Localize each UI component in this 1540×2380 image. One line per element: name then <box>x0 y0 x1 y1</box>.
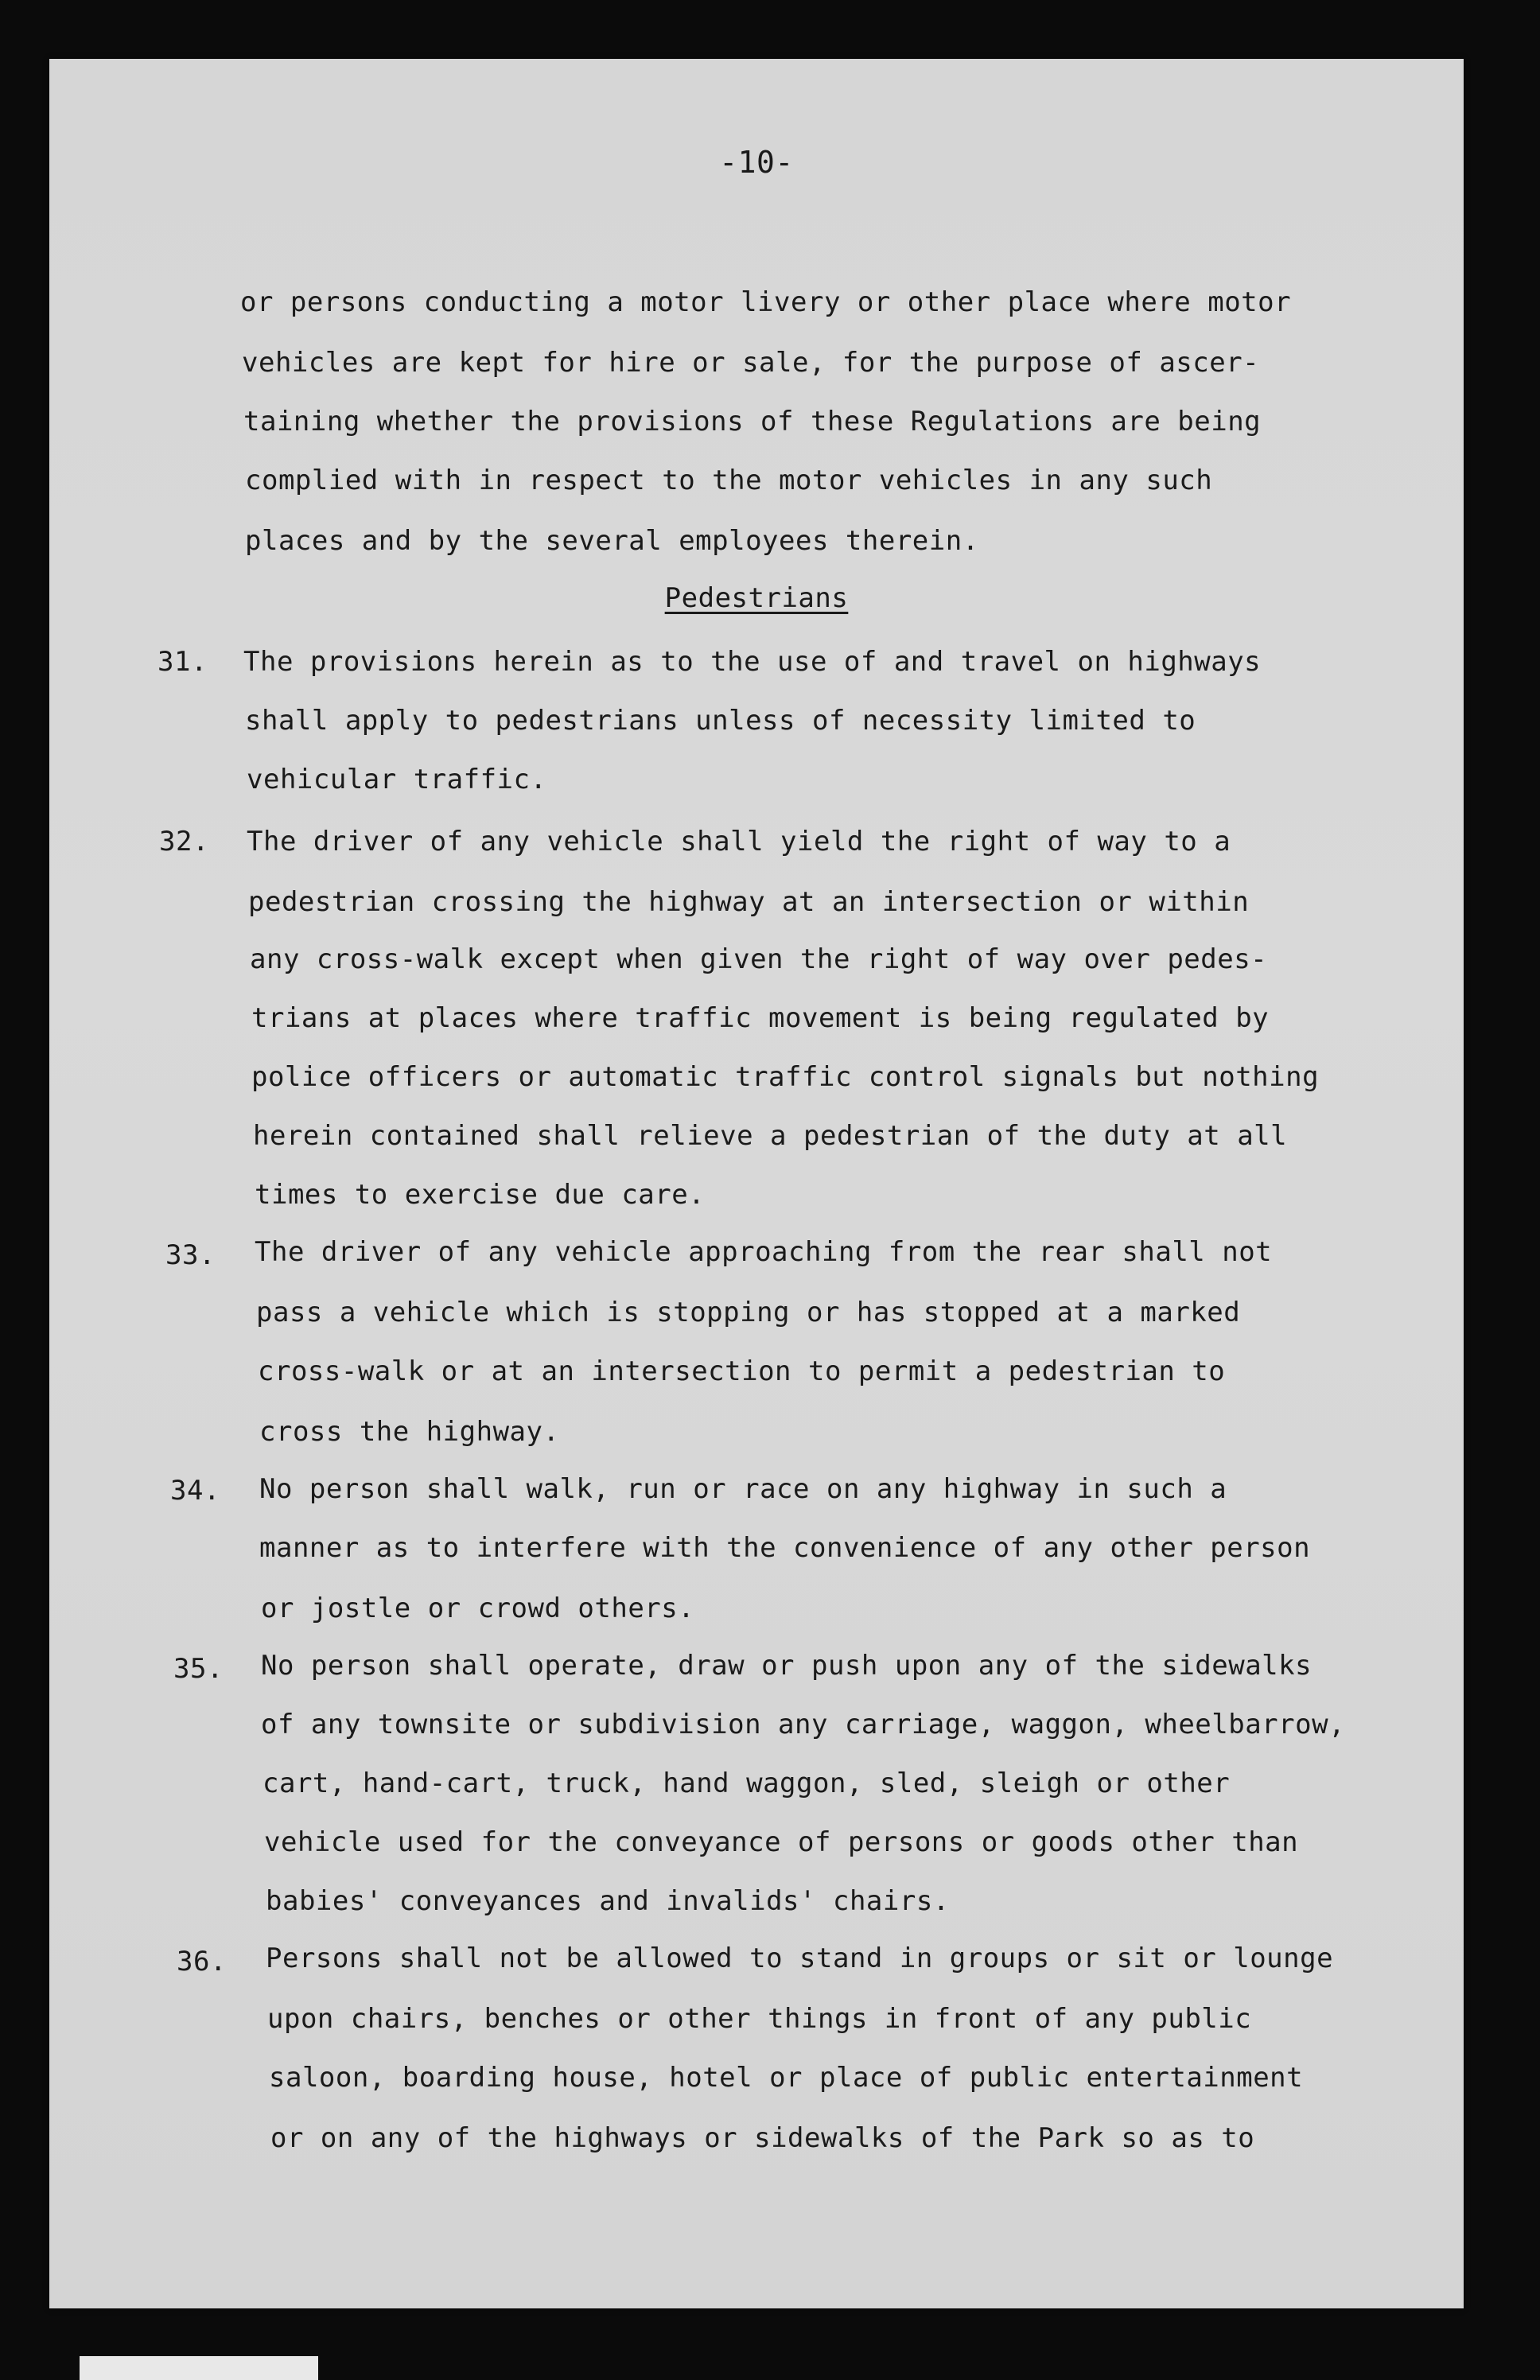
section-number: 35. <box>173 1653 224 1685</box>
text-line: No person shall walk, run or race on any highway in such a <box>259 1473 1227 1505</box>
text-line: vehicle used for the conveyance of persons or goods other than <box>264 1826 1299 1858</box>
text-line: or jostle or crowd others. <box>261 1592 695 1624</box>
text-line: The driver of any vehicle shall yield the right of way to a <box>247 826 1231 858</box>
text-line: pass a vehicle which is stopping or has stopped at a marked <box>256 1297 1241 1328</box>
text-line: The provisions herein as to the use of and travel on highways <box>243 646 1262 678</box>
document-page <box>49 59 1464 2308</box>
text-line: vehicles are kept for hire or sale, for the purpose of ascer- <box>242 347 1260 379</box>
section-heading: Pedestrians <box>664 582 849 614</box>
text-line: places and by the several employees therein. <box>245 525 979 557</box>
page-number: -10- <box>719 145 794 180</box>
text-line: cross the highway. <box>259 1416 560 1448</box>
text-line: No person shall operate, draw or push upon any of the sidewalks <box>261 1650 1312 1682</box>
section-number: 33. <box>165 1239 216 1271</box>
text-line: vehicular traffic. <box>247 764 547 795</box>
text-line: cross-walk or at an intersection to permit a pedestrian to <box>258 1355 1226 1387</box>
film-edge-tab <box>80 2356 318 2380</box>
text-line: saloon, boarding house, hotel or place of public entertainment <box>269 2062 1304 2094</box>
text-line: Persons shall not be allowed to stand in groups or sit or lounge <box>266 1942 1334 1974</box>
text-line: taining whether the provisions of these Regulations are being <box>243 406 1262 438</box>
text-line: upon chairs, benches or other things in front of any public <box>267 2003 1252 2035</box>
text-line: manner as to interfere with the convenience of any other person <box>259 1532 1311 1564</box>
text-line: babies' conveyances and invalids' chairs. <box>266 1885 950 1917</box>
section-number: 31. <box>158 646 208 678</box>
text-line: complied with in respect to the motor vehicles in any such <box>245 465 1213 496</box>
text-line: shall apply to pedestrians unless of necessity limited to <box>245 705 1196 737</box>
text-line: times to exercise due care. <box>255 1179 706 1211</box>
section-number: 36. <box>177 1946 227 1978</box>
text-line: or on any of the highways or sidewalks of the Park so as to <box>270 2122 1255 2154</box>
section-number: 32. <box>159 826 209 858</box>
text-line: or persons conducting a motor livery or other place where motor <box>240 286 1292 318</box>
section-number: 34. <box>170 1475 220 1507</box>
text-line: of any townsite or subdivision any carriage, waggon, wheelbarrow, <box>261 1709 1346 1740</box>
text-line: police officers or automatic traffic control signals but nothing <box>251 1061 1320 1093</box>
text-line: cart, hand-cart, truck, hand waggon, sled, sleigh or other <box>262 1768 1231 1799</box>
text-line: any cross-walk except when given the right of way over pedes- <box>250 943 1268 975</box>
text-line: trians at places where traffic movement is being regulated by <box>251 1002 1270 1034</box>
text-line: The driver of any vehicle approaching from the rear shall not <box>255 1236 1273 1268</box>
text-line: pedestrian crossing the highway at an intersection or within <box>248 886 1250 918</box>
text-line: herein contained shall relieve a pedestrian of the duty at all <box>253 1120 1288 1152</box>
